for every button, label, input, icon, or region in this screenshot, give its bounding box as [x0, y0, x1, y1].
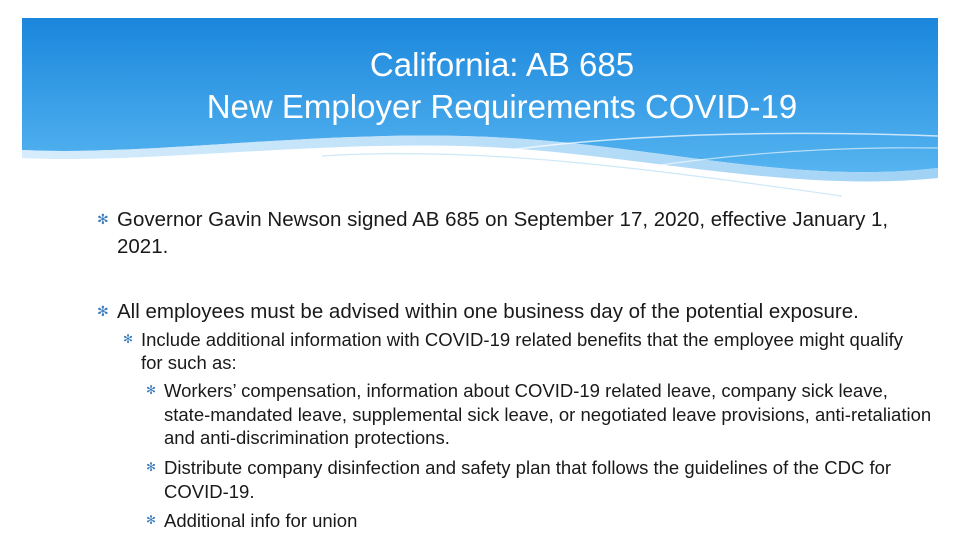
bullet-item: [97, 206, 907, 260]
bullet-text: Governor Gavin Newson signed AB 685 on September 17, 2020, effective January 1, 2021.: [117, 208, 889, 258]
asterisk-bullet-icon: ✻: [97, 211, 109, 227]
bullet-text: Workers’ compensation, information about COVID-19 related leave, company sick leave, state-mandated leave, supplemental sick leave, or negotiated leave provisions, anti-retaliation and anti-discrimination protections.: [164, 380, 932, 448]
bullet-text: Distribute company disinfection and safety plan that follows the guidelines of the CDC for COVID-19.: [164, 457, 892, 502]
title-line-2: New Employer Requirements COVID-19: [206, 88, 798, 125]
bullet-text: Additional info for union: [164, 510, 358, 531]
bullet-text: All employees must be advised within one business day of the potential exposure.: [117, 300, 859, 323]
asterisk-bullet-icon: ✻: [146, 460, 157, 474]
asterisk-bullet-icon: ✻: [97, 303, 109, 319]
asterisk-bullet-icon: ✻: [146, 383, 157, 397]
bullet-item: [97, 298, 907, 325]
asterisk-bullet-icon: ✻: [146, 513, 157, 527]
sub-bullet-item: [123, 328, 921, 374]
title-line-1: California: AB 685: [369, 46, 635, 83]
bullet-text: Include additional information with COVID-19 related benefits that the employee might qualify for such as:: [141, 329, 904, 373]
asterisk-bullet-icon: ✻: [123, 332, 134, 346]
sub-sub-bullet-item: [146, 509, 934, 533]
sub-sub-bullet-item: [146, 456, 934, 503]
sub-sub-bullet-item: [146, 379, 934, 450]
